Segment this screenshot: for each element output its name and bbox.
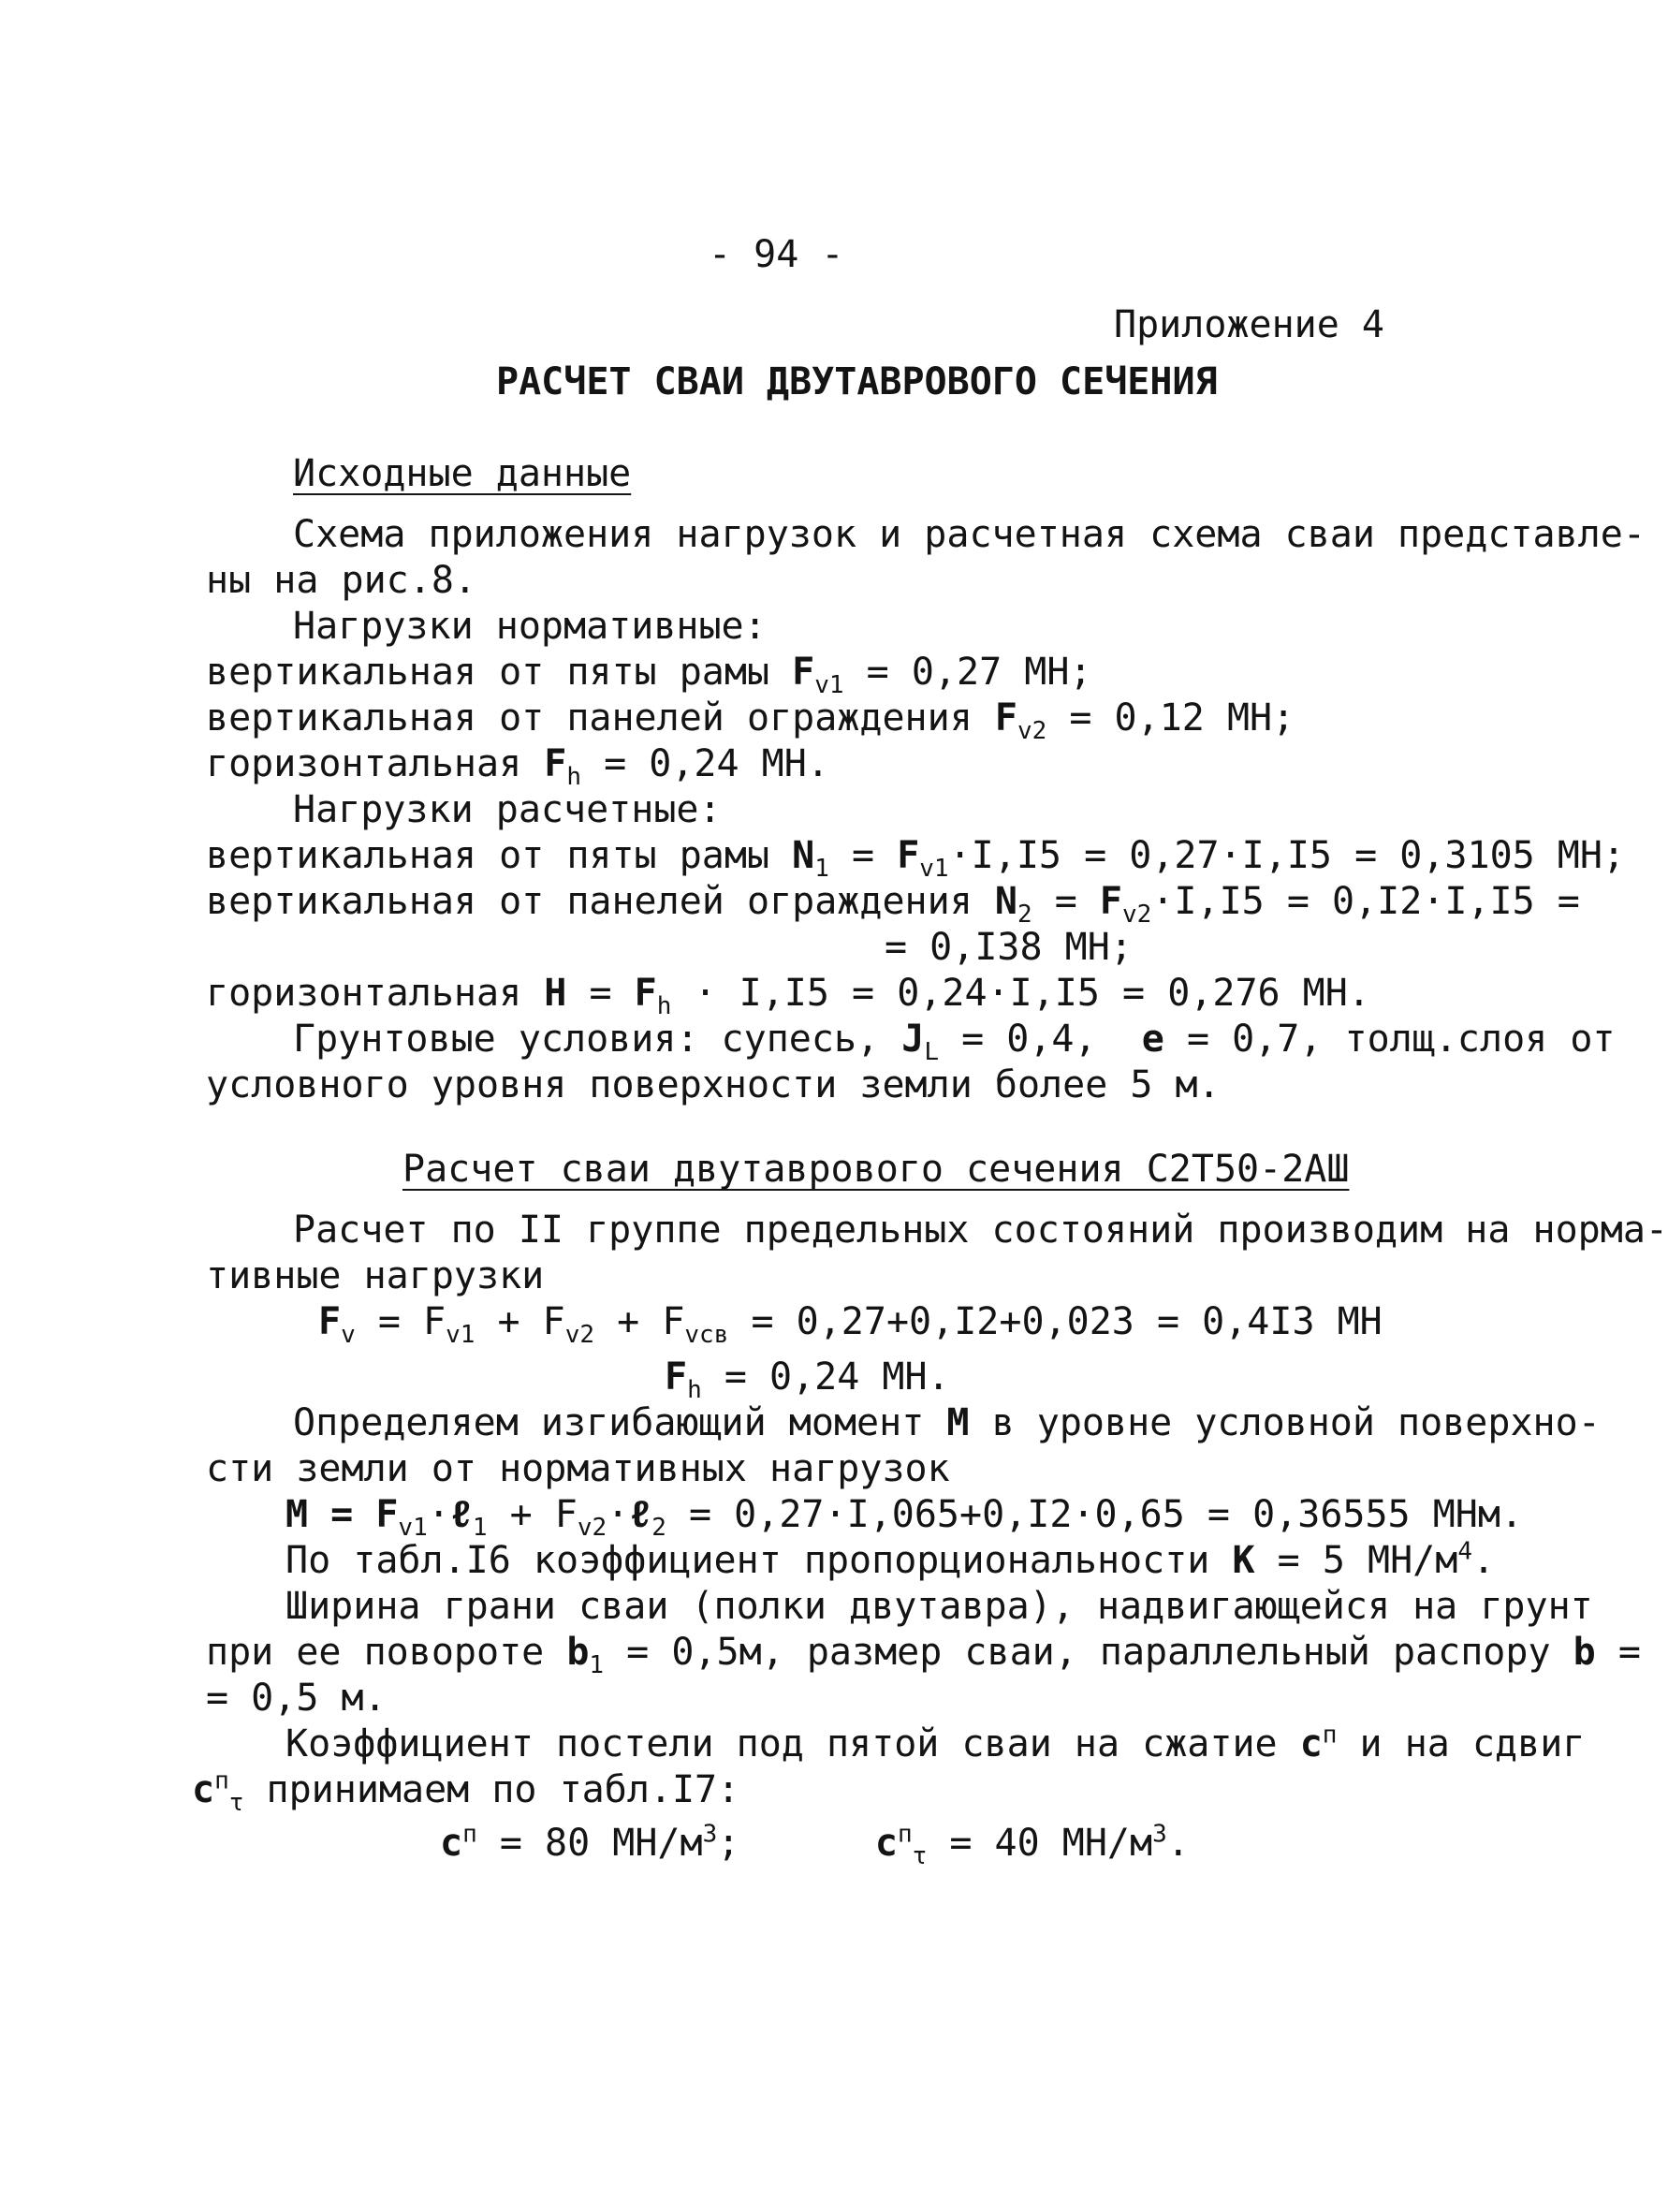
- normative-load-horizontal: горизонтальная $F_h = 0,24$ МН.: [206, 742, 829, 791]
- paragraph-line: Ширина грани сваи (полки двутавра), надвигающейся на грунт: [285, 1585, 1593, 1628]
- design-load-vertical-frame: вертикальная от пяты рамы $N_1 = F_{v1}\cdot I,I5 = 0,27\cdot I,I5 = 0,3105$ МН;: [206, 834, 1626, 883]
- page-number: - 94 -: [709, 233, 844, 276]
- paragraph-line: Схема приложения нагрузок и расчетная схема сваи представле-: [293, 513, 1646, 556]
- soil-conditions-cont: условного уровня поверхности земли более 5 м.: [206, 1063, 1221, 1106]
- normative-load-vertical-panels: вертикальная от панелей ограждения $F_{v2} = 0,12$ МН;: [206, 696, 1295, 745]
- paragraph-line: сти земли от нормативных нагрузок: [206, 1447, 950, 1490]
- paragraph-line: По табл.I6 коэффициент пропорциональности K = 5 $МН/м^4$.: [285, 1537, 1496, 1582]
- section-heading-initial-data: Исходные данные: [293, 452, 632, 495]
- soil-conditions: Грунтовые условия: супесь, $J_L = 0,4$, e = 0,7, толщ.слоя от: [293, 1018, 1616, 1066]
- paragraph-line: $c^п_\tau$ принимаем по табл.I7:: [192, 1766, 740, 1817]
- paragraph-line: ны на рис.8.: [206, 559, 476, 602]
- formula-moment: $M = F_{v1}\cdot\ell_1$ + $F_{v2}\cdot\ell_2 = 0,27\cdot I,065+0,I2\cdot 0,65 = 0,36555$ МНм.: [285, 1493, 1524, 1542]
- design-load-vertical-panels: вертикальная от панелей ограждения $N_2 = F_{v2}\cdot I,I5 = 0,I2\cdot I,I5$ =: [206, 880, 1580, 929]
- paragraph-line: Расчет по II группе предельных состояний производим на норма-: [293, 1209, 1668, 1252]
- paragraph-line: = 0,5 м.: [206, 1677, 387, 1720]
- design-load-vertical-panels-result: = 0,I38 МН;: [885, 926, 1133, 969]
- document-title: РАСЧЕТ СВАИ ДВУТАВРОВОГО СЕЧЕНИЯ: [496, 360, 1218, 403]
- formula-horizontal: $F_h = 0,24$ МН.: [665, 1355, 950, 1404]
- normative-load-vertical-frame: вертикальная от пяты рамы $F_{v1} = 0,27$ МН;: [206, 651, 1092, 699]
- design-load-horizontal: горизонтальная $H = F_h \cdot I,I5 = 0,24\cdot I,I5 = 0,276$ МН.: [206, 972, 1370, 1020]
- paragraph-line: тивные нагрузки: [206, 1254, 545, 1297]
- design-loads-title: Нагрузки расчетные:: [293, 788, 722, 831]
- formula-bed-coefficients: $c^п = 80$ $МН/м^3$; $c^п_\tau = 40$ $МН/м^3$.: [440, 1820, 1190, 1870]
- formula-vertical-sum: $F_v = F_{v1} + F_{v2} + F_{vсв} = 0,27+0,I2+0,023 = 0,4I3$ МН: [318, 1300, 1383, 1349]
- paragraph-line: при ее повороте $b_1 = 0,5м$, размер сваи, параллельный распору b =: [206, 1631, 1641, 1679]
- section-heading-pile-calc: Расчет сваи двутаврового сечения С2Т50-2АШ: [402, 1148, 1350, 1191]
- paragraph-line: Коэффициент постели под пятой сваи на сжатие $c^п$ и на сдвиг: [285, 1721, 1586, 1765]
- normative-loads-title: Нагрузки нормативные:: [293, 605, 767, 648]
- paragraph-line: Определяем изгибающий момент M в уровне условной поверхно-: [293, 1401, 1601, 1444]
- appendix-label: Приложение 4: [1114, 303, 1384, 346]
